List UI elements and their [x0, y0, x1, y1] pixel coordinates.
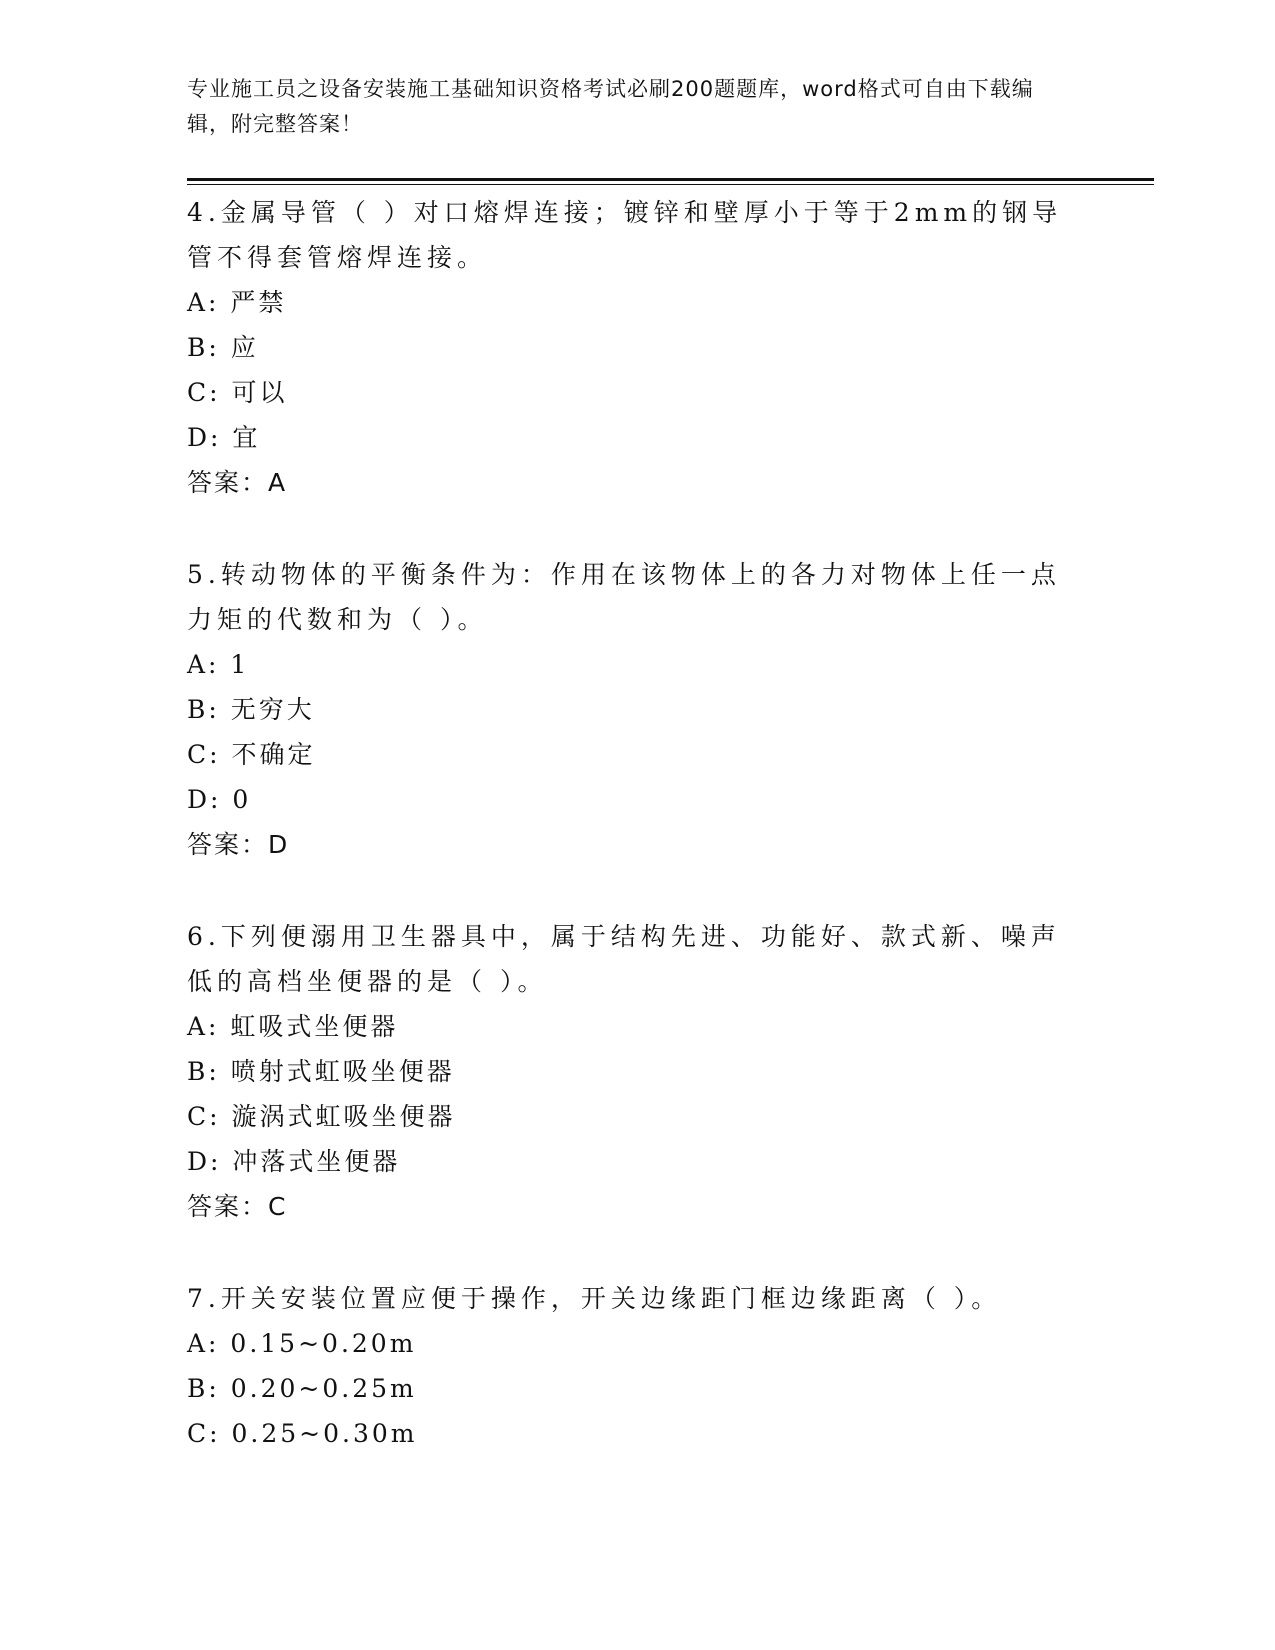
option-d: D: 0 — [187, 785, 252, 814]
question-6 — [187, 914, 1087, 1229]
question-stem: 7.开关安装位置应便于操作，开关边缘距门框边缘距离（ ）。 — [187, 1284, 1002, 1313]
answer-line: 答案：D — [187, 830, 290, 859]
option-c: C: 可以 — [187, 378, 288, 407]
option-c: C: 漩涡式虹吸坐便器 — [187, 1102, 456, 1131]
option-b: B: 0.20~0.25m — [187, 1374, 417, 1403]
option-a: A: 1 — [187, 650, 250, 679]
question-stem: 6.下列便溺用卫生器具中，属于结构先进、功能好、款式新、噪声低的高档坐便器的是（ ）。 — [187, 922, 1061, 996]
option-c: C: 不确定 — [187, 740, 316, 769]
option-a: A: 虹吸式坐便器 — [187, 1012, 399, 1041]
question-5 — [187, 552, 1087, 867]
answer-line: 答案：A — [187, 468, 288, 497]
option-a: A: 0.15~0.20m — [187, 1329, 417, 1358]
question-7 — [187, 1276, 1087, 1456]
option-a: A: 严禁 — [187, 288, 287, 317]
header-divider-thick — [187, 178, 1154, 181]
option-d: D: 宜 — [187, 423, 261, 452]
question-stem: 4.金属导管（ ）对口熔焊连接；镀锌和壁厚小于等于2mm的钢导管不得套管熔焊连接。 — [187, 198, 1063, 272]
document-title: 专业施工员之设备安装施工基础知识资格考试必刷200题题库，word格式可自由下载编辑，附完整答案！ — [187, 77, 1034, 136]
option-b: B: 应 — [187, 333, 259, 362]
answer-line: 答案：C — [187, 1192, 288, 1221]
question-list — [187, 190, 1087, 1456]
option-d: D: 冲落式坐便器 — [187, 1147, 401, 1176]
option-b: B: 喷射式虹吸坐便器 — [187, 1057, 455, 1086]
option-c: C: 0.25~0.30m — [187, 1419, 418, 1448]
option-b: B: 无穷大 — [187, 695, 315, 724]
question-stem: 5.转动物体的平衡条件为：作用在该物体上的各力对物体上任一点力矩的代数和为（ ）。 — [187, 560, 1061, 634]
question-4 — [187, 190, 1087, 505]
header-divider-thin — [187, 184, 1154, 185]
